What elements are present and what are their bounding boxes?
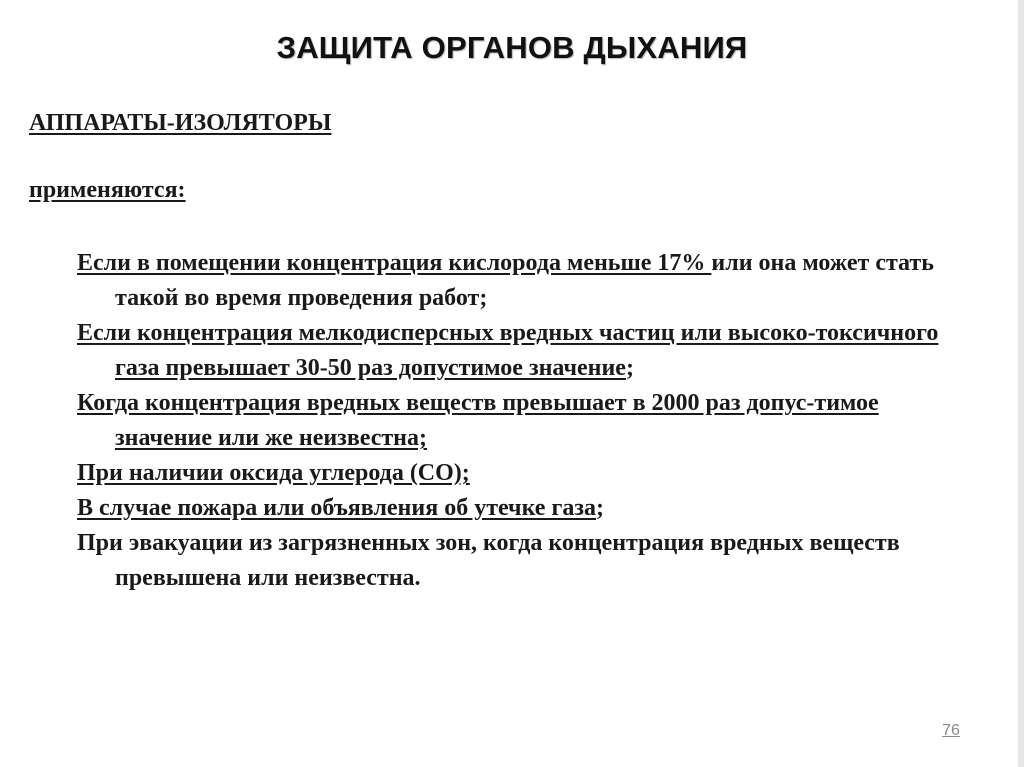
list-item xyxy=(77,526,957,596)
item-text: При эвакуации из загрязненных зон, когда концентрация вредных веществ превышена или неизвестна. xyxy=(77,530,900,591)
conditions-list xyxy=(77,246,957,596)
list-item xyxy=(77,386,957,456)
item-text-underlined: При наличии оксида углерода (СО); xyxy=(77,460,470,486)
list-item xyxy=(77,456,957,491)
item-text: ; xyxy=(596,495,604,521)
list-item xyxy=(77,491,957,526)
item-text: или она может стать такой во время проведения работ; xyxy=(115,250,934,311)
applied-label: применяются: xyxy=(29,177,186,203)
page-number: 76 xyxy=(942,722,960,739)
slide-subtitle: АППАРАТЫ-ИЗОЛЯТОРЫ xyxy=(29,110,332,136)
item-text-underlined: Когда концентрация вредных веществ превышает в 2000 раз допус-тимое значение или же неизвестна; xyxy=(77,390,879,451)
item-text-underlined: В случае пожара или объявления об утечке газа xyxy=(77,495,596,521)
item-text: ; xyxy=(625,355,634,381)
item-text-underlined: Если в помещении концентрация кислорода меньше 17% xyxy=(77,250,712,276)
item-text-underlined: Если концентрация мелкодисперсных вредных частиц или высоко-токсичного газа превышает 30-50 раз допустимое значение xyxy=(77,320,939,381)
list-item xyxy=(77,246,957,316)
list-item xyxy=(77,316,957,386)
slide-title: ЗАЩИТА ОРГАНОВ ДЫХАНИЯ xyxy=(276,30,748,65)
slide-edge xyxy=(1018,0,1024,767)
